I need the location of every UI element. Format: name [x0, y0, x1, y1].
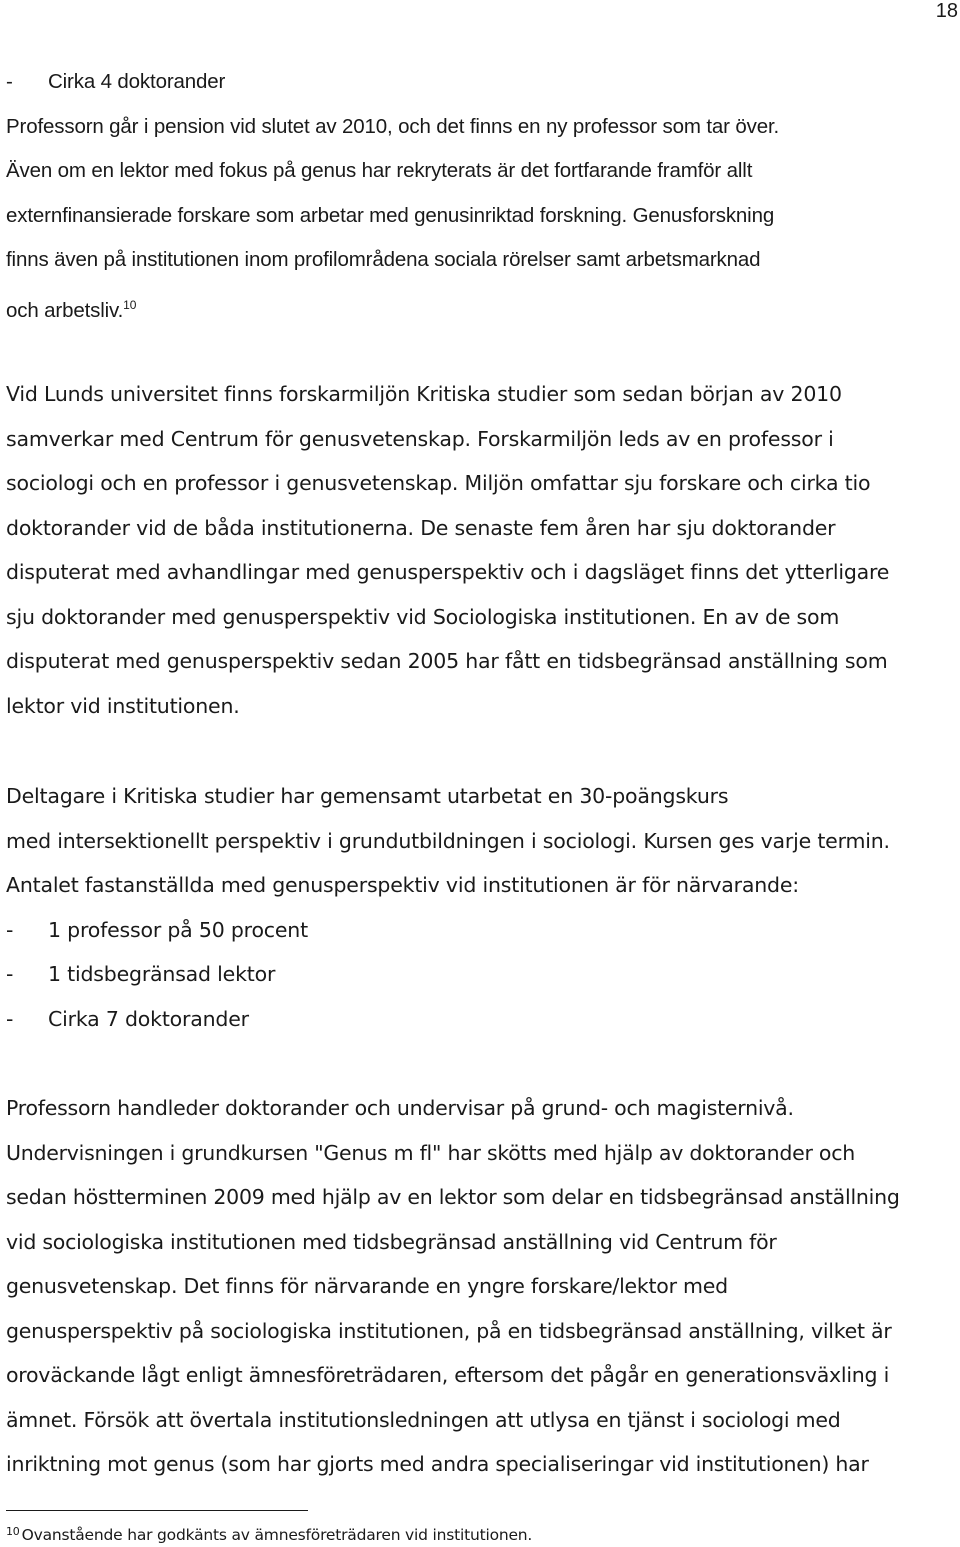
paragraph-course	[6, 774, 956, 1041]
paragraph-line: inriktning mot genus (som har gjorts med andra specialiseringar vid institutionen) har	[6, 1452, 869, 1476]
page-number: 18	[935, 0, 958, 22]
paragraph-line: Deltagare i Kritiska studier har gemensamt utarbetat en 30-poängskurs	[6, 784, 729, 808]
paragraph-line: finns även på institutionen inom profilområdena sociala rörelser samt arbetsmarknad	[6, 248, 761, 271]
paragraph-line: Professorn går i pension vid slutet av 2010, och det finns en ny professor som tar över.	[6, 114, 780, 138]
paragraph-line: Undervisningen i grundkursen "Genus m fl" har skötts med hjälp av doktorander och	[6, 1140, 855, 1165]
paragraph-line: Även om en lektor med fokus på genus har rekryterats är det fortfarande framför allt	[6, 159, 753, 182]
paragraph-line: disputerat med avhandlingar med genusperspektiv och i dagsläget finns det ytterligare	[6, 560, 890, 584]
paragraph-line: samverkar med Centrum för genusvetenskap. Forskarmiljön leds av en professor i	[6, 426, 834, 451]
paragraph-teaching	[6, 1086, 956, 1487]
paragraph-line: genusvetenskap. Det finns för närvarande en yngre forskare/lektor med	[6, 1274, 728, 1298]
paragraph-line: oroväckande lågt enligt ämnesföreträdaren, eftersom det pågår en generationsväxling i	[6, 1363, 890, 1387]
paragraph-line: doktorander vid de båda institutionerna. De senaste fem åren har sju doktorander	[6, 515, 836, 540]
paragraph-line: externfinansierade forskare som arbetar med genusinriktad forskning. Genusforskning	[6, 203, 775, 227]
list-item	[6, 952, 956, 997]
paragraph-line: Professorn handleder doktorander och undervisar på grund- och magisternivå.	[6, 1096, 794, 1120]
footnote-divider	[6, 1510, 308, 1511]
paragraph-line: med intersektionellt perspektiv i grundutbildningen i sociologi. Kursen ges varje termin.	[6, 828, 890, 853]
paragraph-line: sedan höstterminen 2009 med hjälp av en lektor som delar en tidsbegränsad anställning	[6, 1185, 900, 1209]
paragraph-line: Antalet fastanställda med genusperspektiv vid institutionen är för närvarande:	[6, 873, 799, 897]
bullet-dash: -	[6, 1006, 14, 1031]
paragraph-line	[6, 283, 956, 328]
list-item	[6, 997, 956, 1042]
list-item-text: Cirka 4 doktorander	[48, 70, 226, 93]
bullet-dash: -	[6, 917, 14, 942]
paragraph-lund	[6, 372, 956, 728]
list-item-text: 1 professor på 50 procent	[48, 917, 308, 942]
intro-section	[6, 60, 956, 327]
paragraph-line: ämnet. Försök att övertala institutionsledningen att utlysa en tjänst i sociologi med	[6, 1407, 841, 1432]
footnote	[6, 1520, 532, 1547]
paragraph-line: sociologi och en professor i genusvetenskap. Miljön omfattar sju forskare och cirka tio	[6, 471, 871, 495]
footnote-reference: 10	[123, 297, 137, 312]
footnote-text: Ovanstående har godkänts av ämnesföreträdaren vid institutionen.	[21, 1526, 533, 1544]
list-item	[6, 60, 956, 105]
list-item	[6, 908, 956, 953]
list-item-text: Cirka 7 doktorander	[48, 1006, 249, 1031]
bullet-dash: -	[6, 70, 13, 93]
bullet-dash: -	[6, 962, 14, 986]
paragraph-line: vid sociologiska institutionen med tidsbegränsad anställning vid Centrum för	[6, 1229, 777, 1254]
footnote-number: 10	[6, 1525, 20, 1538]
paragraph-line: genusperspektiv på sociologiska institutionen, på en tidsbegränsad anställning, vilket är	[6, 1318, 892, 1343]
paragraph-line: lektor vid institutionen.	[6, 693, 240, 718]
list-item-text: 1 tidsbegränsad lektor	[48, 962, 276, 986]
paragraph-line: Vid Lunds universitet finns forskarmiljön Kritiska studier som sedan början av 2010	[6, 382, 842, 406]
paragraph-line: sju doktorander med genusperspektiv vid Sociologiska institutionen. En av de som	[6, 604, 840, 629]
paragraph-line: disputerat med genusperspektiv sedan 2005 har fått en tidsbegränsad anställning som	[6, 649, 888, 673]
paragraph-text: och arbetsliv.	[6, 298, 124, 322]
